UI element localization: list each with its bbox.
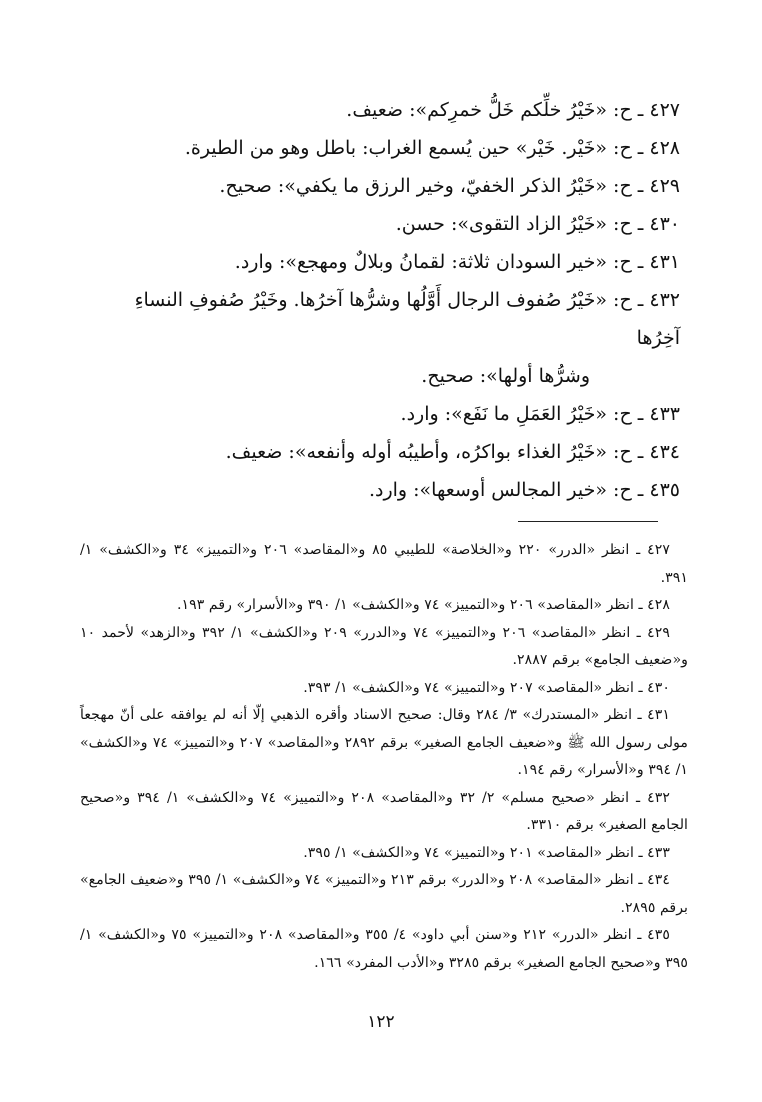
hadith-entry-432-line2: وشرُّها أولها»: صحيح. — [421, 365, 590, 387]
hadith-list — [86, 91, 680, 509]
hadith-entry-432-line1: ٤٣٢ ـ ح: «خَيْرُ صُفوف الرجال أَوَّلُها وشرُّها آخرُها. وخَيْرُ صُفوفِ النساءِ آخِرُها — [134, 289, 680, 349]
footnotes — [80, 537, 688, 977]
page-number: ١٢٢ — [367, 1012, 395, 1032]
hadith-entry-435: ٤٣٥ ـ ح: «خير المجالس أوسعها»: وارد. — [368, 479, 680, 501]
hadith-entry-429: ٤٢٩ ـ ح: «خَيْرُ الذكر الخفيّ، وخير الرزق ما يكفي»: صحيح. — [219, 175, 680, 197]
footnote-432: ٤٣٢ ـ انظر «صحيح مسلم» ٢/ ٣٢ و«المقاصد» ٢٠٨ و«التمييز» ٧٤ و«الكشف» ١/ ٣٩٤ و«صحيح الجامع الصغير» برقم ٣٣١٠. — [80, 789, 688, 833]
hadith-entry-432 — [86, 281, 680, 395]
footnote-separator — [518, 521, 658, 522]
footnote-430: ٤٣٠ ـ انظر «المقاصد» ٢٠٧ و«التمييز» ٧٤ و«الكشف» ١/ ٣٩٣. — [303, 679, 670, 696]
hadith-entry-434: ٤٣٤ ـ ح: «خَيْرُ الغذاء بواكرُه، وأطيبُه أوله وأنفعه»: ضعيف. — [225, 441, 680, 463]
hadith-entry-428: ٤٢٨ ـ ح: «خَيْر. خَيْر» حين يُسمع الغراب: باطل وهو من الطيرة. — [184, 137, 680, 159]
footnote-434: ٤٣٤ ـ انظر «المقاصد» ٢٠٨ و«الدرر» برقم ٢١٣ و«التمييز» ٧٤ و«الكشف» ١/ ٣٩٥ و«ضعيف الجامع» برقم ٢٨٩٥. — [80, 872, 688, 916]
hadith-entry-433: ٤٣٣ ـ ح: «خَيْرُ العَمَلِ ما نَفَع»: وارد. — [400, 403, 680, 425]
footnote-431: ٤٣١ ـ انظر «المستدرك» ٣/ ٢٨٤ وقال: صحيح الاسناد وأقره الذهبي إلّا أنه لم يوافقه على أنّ مهجعاً مولى رسول الله ﷺ و«ضعيف الجامع الصغير» برقم ٢٨٩٢ و«المقاصد» ٢٠٧ و«التمييز» ٧٤ و«الكشف» ١/ ٣٩٤ و«الأسرار» رقم ١٩٤. — [80, 707, 688, 778]
footnote-428: ٤٢٨ ـ انظر «المقاصد» ٢٠٦ و«التمييز» ٧٤ و«الكشف» ١/ ٣٩٠ و«الأسرار» رقم ١٩٣. — [177, 597, 670, 613]
hadith-entry-430: ٤٣٠ ـ ح: «خَيْرُ الزاد التقوى»: حسن. — [395, 213, 680, 235]
footnote-427: ٤٢٧ ـ انظر «الدرر» ٢٢٠ و«الخلاصة» للطيبي ٨٥ و«المقاصد» ٢٠٦ و«التمييز» ٣٤ و«الكشف» ١/ ٣٩١. — [80, 542, 688, 586]
footnote-435: ٤٣٥ ـ انظر «الدرر» ٢١٢ و«سنن أبي داود» ٤/ ٣٥٥ و«المقاصد» ٢٠٨ و«التمييز» ٧٥ و«الكشف» ١/ ٣٩٥ و«صحيح الجامع الصغير» برقم ٣٢٨٥ و«الأدب المفرد» ١٦٦. — [80, 927, 688, 971]
hadith-entry-431: ٤٣١ ـ ح: «خير السودان ثلاثة: لقمانُ وبلالٌ ومهجع»: وارد. — [234, 251, 680, 273]
footnote-429: ٤٢٩ ـ انظر «المقاصد» ٢٠٦ و«التمييز» ٧٤ و«الدرر» ٢٠٩ و«الكشف» ١/ ٣٩٢ و«الزهد» لأحمد ١٠ و«ضعيف الجامع» برقم ٢٨٨٧. — [80, 624, 688, 668]
footnote-433: ٤٣٣ ـ انظر «المقاصد» ٢٠١ و«التمييز» ٧٤ و«الكشف» ١/ ٣٩٥. — [303, 844, 670, 861]
hadith-entry-427: ٤٢٧ ـ ح: «خَيْرُ خلِّكم خَلُّ خمرِكم»: ضعيف. — [346, 99, 680, 121]
